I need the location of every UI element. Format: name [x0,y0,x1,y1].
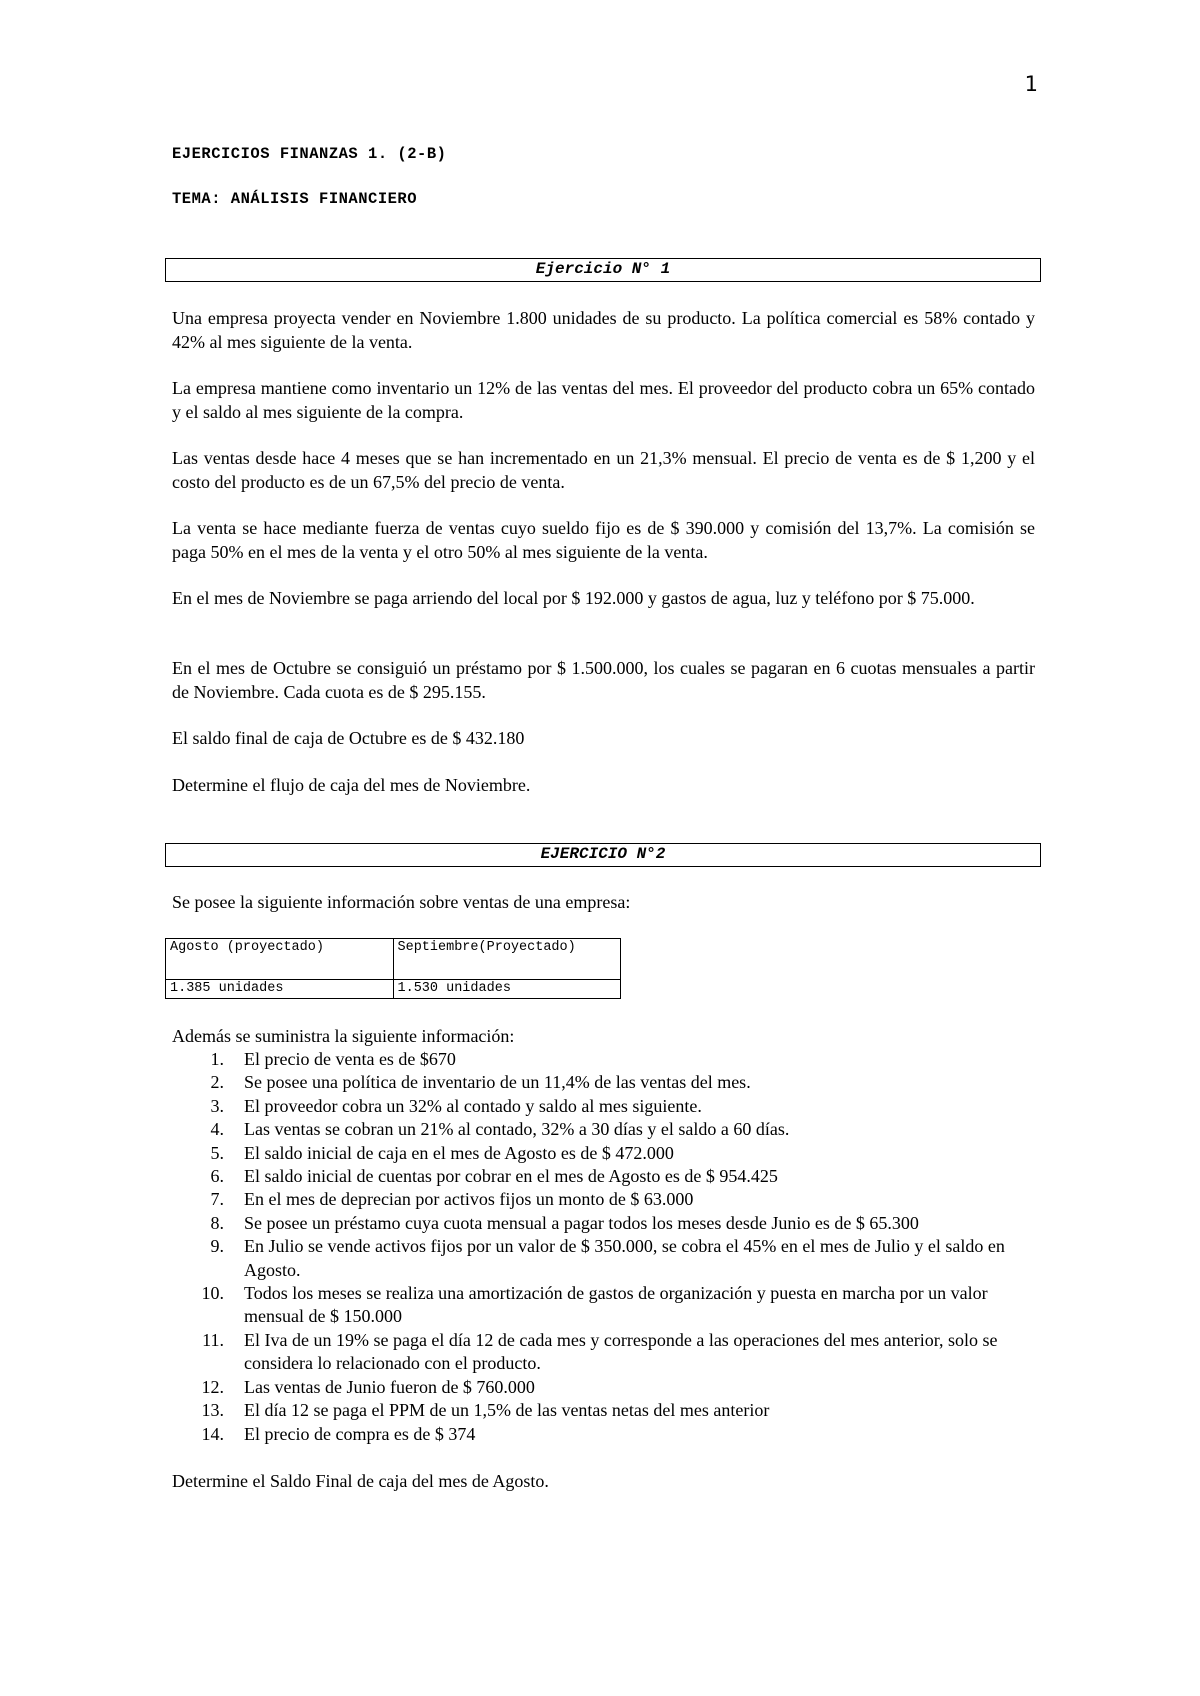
list-item [172,1048,1035,1071]
list-item [172,1235,1035,1282]
table-header-cell: Septiembre(Proyectado) [393,939,621,980]
list-item-number: 3. [210,1095,224,1116]
exercise-1-closing: Determine el flujo de caja del mes de Noviembre. [172,775,531,795]
exercise-1-paragraph: En el mes de Noviembre se paga arriendo del local por $ 192.000 y gastos de agua, luz y teléfono por $ 75.000. [172,588,975,608]
list-item-number: 8. [210,1212,224,1233]
list-item-number: 5. [210,1142,224,1163]
list-item [172,1071,1035,1094]
list-item-number: 9. [210,1236,224,1257]
document-topic: TEMA: ANÁLISIS FINANCIERO [172,190,418,208]
list-item [172,1282,1035,1329]
list-item-number: 10. [201,1283,224,1304]
list-item-text: Se posee una política de inventario de un 11,4% de las ventas del mes. [244,1072,751,1093]
list-item [172,1376,1035,1399]
list-item-number: 12. [201,1376,224,1397]
list-item [172,1095,1035,1118]
list-item [172,1165,1035,1188]
list-item [172,1142,1035,1165]
exercise-1-paragraph: Las ventas desde hace 4 meses que se han incrementado en un 21,3% mensual. El precio de venta es de $ 1,200 y el costo del producto es de un 67,5% del precio de venta. [172,448,1035,492]
exercise-2-intro: Se posee la siguiente información sobre ventas de una empresa: [172,892,631,912]
list-item [172,1423,1035,1446]
list-item-text: El precio de venta es de $670 [244,1049,456,1069]
list-item-number: 7. [210,1189,224,1210]
table-cell: 1.530 unidades [393,980,621,999]
sales-table [165,938,621,999]
list-item-number: 1. [210,1049,224,1069]
list-item-number: 6. [210,1166,224,1187]
list-item-text: Las ventas de Junio fueron de $ 760.000 [244,1376,535,1397]
list-item-text: El día 12 se paga el PPM de un 1,5% de las ventas netas del mes anterior [244,1400,770,1421]
list-item [172,1212,1035,1235]
list-item-text: El Iva de un 19% se paga el día 12 de cada mes y corresponde a las operaciones del mes anterior, solo se considera lo relacionado con el producto. [244,1329,998,1374]
list-item-text: Se posee un préstamo cuya cuota mensual a pagar todos los meses desde Junio es de $ 65.300 [244,1212,919,1233]
list-item-text: Todos los meses se realiza una amortización de gastos de organización y puesta en marcha por un valor mensual de $ 150.000 [244,1283,988,1327]
requirements-list [172,1048,1035,1446]
list-item-number: 13. [201,1400,224,1421]
exercise-2-heading: EJERCICIO N°2 [165,843,1041,867]
list-item-text: El saldo inicial de caja en el mes de Agosto es de $ 472.000 [244,1142,674,1163]
exercise-1-heading: Ejercicio N° 1 [165,258,1041,282]
exercise-1-paragraph: En el mes de Octubre se consiguió un préstamo por $ 1.500.000, los cuales se pagaran en 6 cuotas mensuales a partir de Noviembre. Cada cuota es de $ 295.155. [172,658,1035,702]
exercise-1-paragraph: La empresa mantiene como inventario un 12% de las ventas del mes. El proveedor del producto cobra un 65% contado y el saldo al mes siguiente de la compra. [172,378,1035,422]
list-item-number: 4. [210,1119,224,1140]
document-title: EJERCICIOS FINANZAS 1. (2-B) [172,145,447,163]
exercise-1-paragraph: La venta se hace mediante fuerza de ventas cuyo sueldo fijo es de $ 390.000 y comisión del 13,7%. La comisión se paga 50% en el mes de la venta y el otro 50% al mes siguiente de la venta. [172,518,1035,562]
list-item [172,1118,1035,1141]
table-cell: 1.385 unidades [166,980,394,999]
list-item-text: En Julio se vende activos fijos por un valor de $ 350.000, se cobra el 45% en el mes de Julio y el saldo en Agosto. [244,1236,1005,1280]
list-item-text: En el mes de deprecian por activos fijos un monto de $ 63.000 [244,1189,694,1210]
exercise-1-paragraph: Una empresa proyecta vender en Noviembre 1.800 unidades de su producto. La política comercial es 58% contado y 42% al mes siguiente de la venta. [172,308,1035,352]
list-item-text: El proveedor cobra un 32% al contado y saldo al mes siguiente. [244,1095,702,1116]
list-item-number: 11. [202,1329,224,1350]
exercise-1-paragraph: El saldo final de caja de Octubre es de $ 432.180 [172,728,525,748]
exercise-2-closing: Determine el Saldo Final de caja del mes de Agosto. [172,1471,549,1491]
list-item-text: El saldo inicial de cuentas por cobrar en el mes de Agosto es de $ 954.425 [244,1166,778,1187]
list-item-text: El precio de compra es de $ 374 [244,1423,476,1444]
list-item-number: 2. [210,1072,224,1093]
list-item [172,1188,1035,1211]
page-number: 1 [1024,72,1038,96]
table-header-row [166,939,621,980]
list-item-number: 14. [201,1423,224,1444]
list-item-text: Las ventas se cobran un 21% al contado, 32% a 30 días y el saldo a 60 días. [244,1119,790,1140]
list-item [172,1399,1035,1422]
table-header-cell: Agosto (proyectado) [166,939,394,980]
list-item [172,1329,1035,1376]
table-row [166,980,621,999]
exercise-2-list-intro: Además se suministra la siguiente información: [172,1026,515,1046]
